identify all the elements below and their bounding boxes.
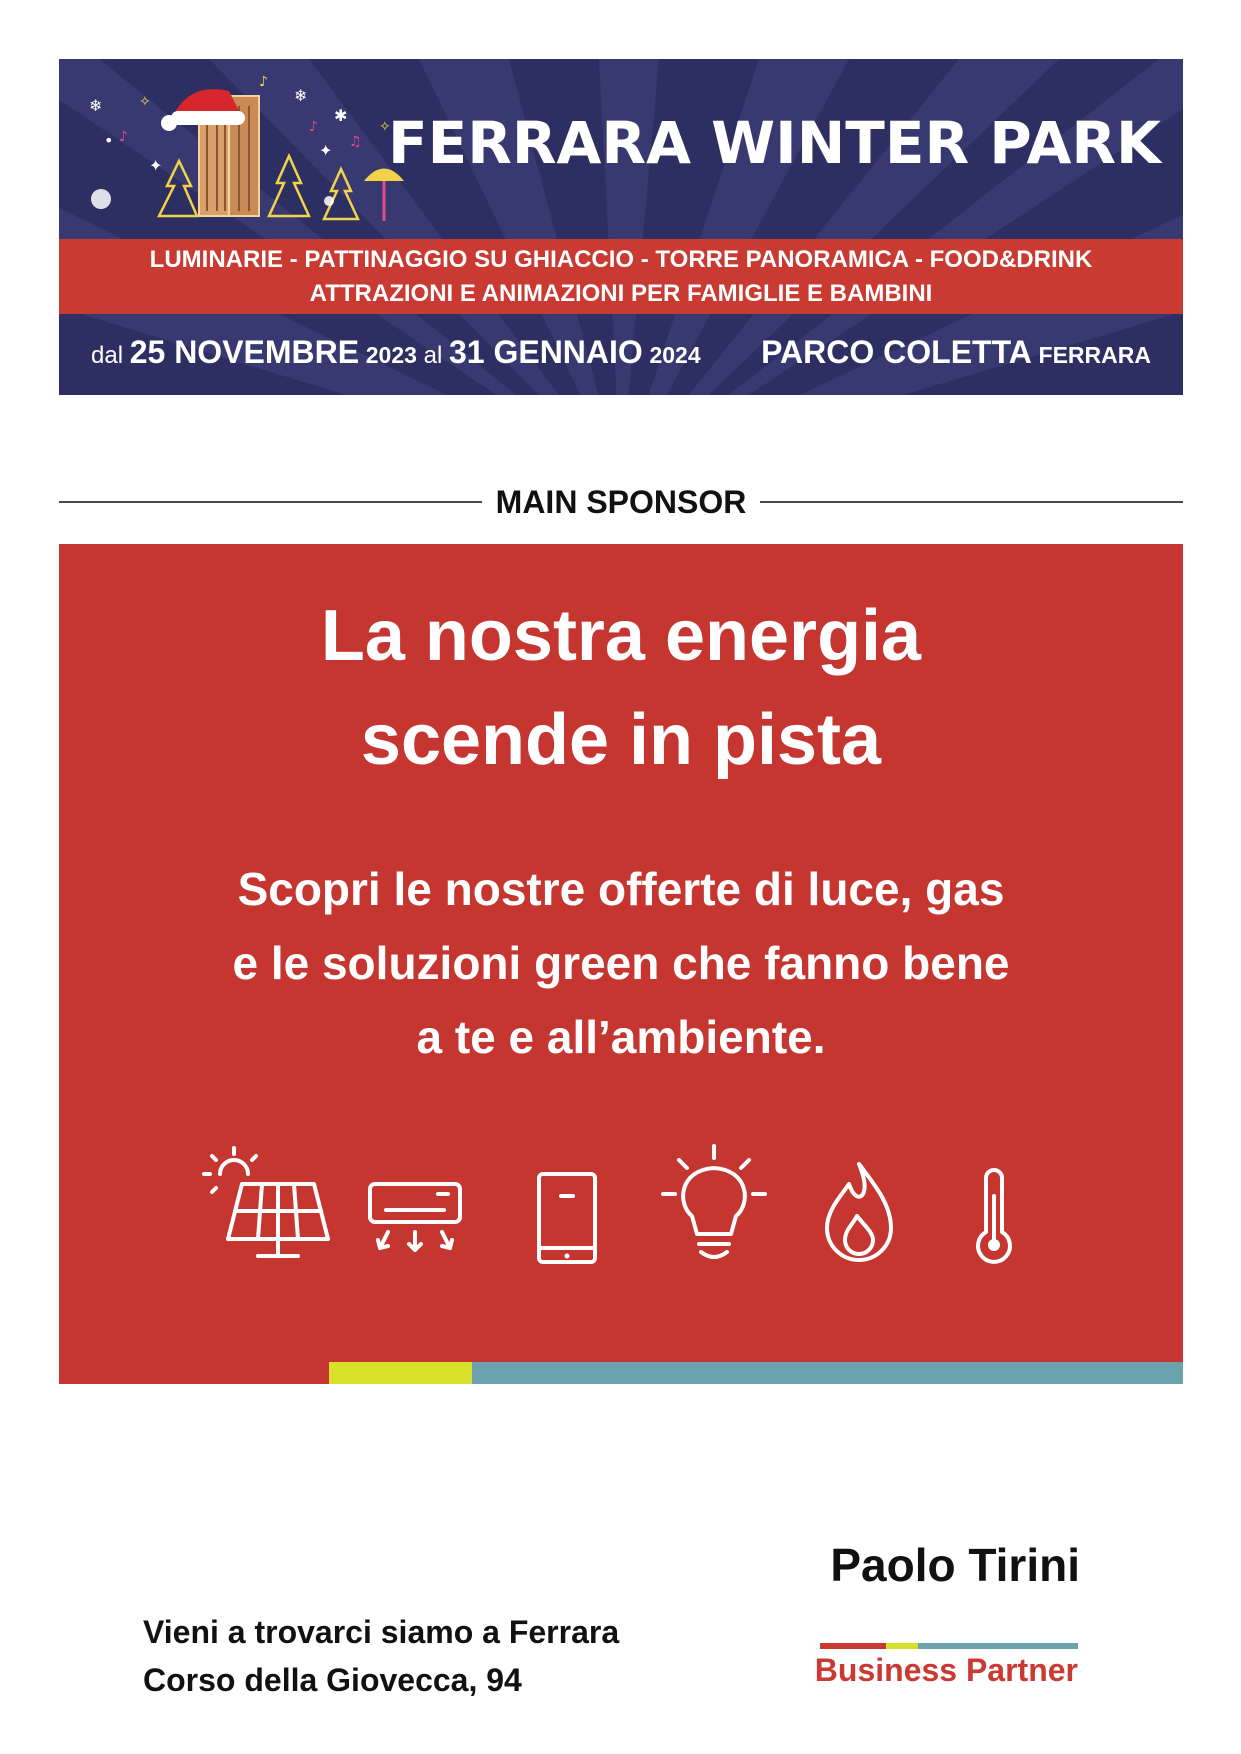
- ad-headline: [59, 584, 1183, 792]
- to-date: 31 GENNAIO: [448, 334, 643, 370]
- to-word: al: [423, 342, 443, 369]
- air-conditioner-icon: [366, 1144, 466, 1274]
- ad-subheadline: [59, 852, 1183, 1074]
- svg-text:♪: ♪: [119, 129, 128, 145]
- partner-role: Business Partner: [814, 1652, 1078, 1688]
- sub-line-2: e le soluzioni green che fanno bene: [232, 937, 1010, 989]
- event-banner: [59, 59, 1183, 395]
- event-title: FERRARA WINTER PARK: [387, 109, 1161, 177]
- divider-right: [760, 501, 1183, 503]
- svg-text:❄: ❄: [294, 86, 308, 105]
- store-address: [143, 1608, 619, 1704]
- from-year: 2023: [365, 342, 417, 368]
- activities-strip: [59, 239, 1183, 314]
- svg-text:♪: ♪: [259, 74, 268, 90]
- visit-line-1: Vieni a trovarci siamo a Ferrara: [143, 1614, 620, 1650]
- flame-icon: [819, 1144, 899, 1274]
- venue-city: FERRARA: [1038, 342, 1151, 368]
- svg-text:✧: ✧: [379, 119, 391, 135]
- activities-line-1: LUMINARIE - PATTINAGGIO SU GHIACCIO - TORRE PANORAMICA - FOOD&DRINK: [149, 245, 1093, 273]
- thermometer-icon: [969, 1144, 1019, 1274]
- from-date: 25 NOVEMBRE: [129, 334, 360, 370]
- headline-line-1: La nostra energia: [320, 596, 922, 676]
- sponsor-ad-panel: [59, 544, 1183, 1384]
- activities-line-2: ATTRAZIONI E ANIMAZIONI PER FAMIGLIE E BAMBINI: [309, 279, 933, 307]
- dates-venue-strip: [59, 314, 1183, 395]
- headline-line-2: scende in pista: [360, 700, 882, 780]
- svg-text:♪: ♪: [309, 119, 318, 135]
- sub-line-1: Scopri le nostre offerte di luce, gas: [237, 863, 1005, 915]
- from-word: dal: [91, 342, 124, 369]
- partner-name: Paolo Tirini: [830, 1539, 1080, 1591]
- svg-text:✦: ✦: [319, 141, 333, 160]
- svg-text:❄: ❄: [89, 96, 103, 115]
- accent-stripe-yellow: [329, 1362, 472, 1384]
- svg-text:✧: ✧: [139, 94, 151, 110]
- svg-text:✱: ✱: [334, 106, 348, 125]
- event-dates: [91, 334, 701, 371]
- sponsor-label: MAIN SPONSOR: [495, 483, 747, 520]
- event-venue: [761, 334, 1151, 371]
- svg-text:✦: ✦: [149, 156, 163, 175]
- sponsor-divider: [59, 482, 1183, 522]
- solar-panel-icon: [202, 1144, 342, 1274]
- visit-line-2: Corso della Giovecca, 94: [143, 1662, 522, 1698]
- accent-stripe-teal: [472, 1362, 1183, 1384]
- svg-text:♫: ♫: [349, 134, 362, 150]
- lightbulb-icon: [659, 1144, 769, 1274]
- venue-name: PARCO COLETTA: [761, 334, 1032, 370]
- to-year: 2024: [649, 342, 701, 368]
- divider-left: [59, 501, 482, 503]
- services-icon-row: [59, 1144, 1183, 1284]
- svg-text:•: •: [104, 131, 114, 150]
- sub-line-3: a te e all’ambiente.: [416, 1011, 826, 1063]
- boiler-icon: [533, 1144, 603, 1274]
- partner-color-rule: [820, 1643, 1078, 1649]
